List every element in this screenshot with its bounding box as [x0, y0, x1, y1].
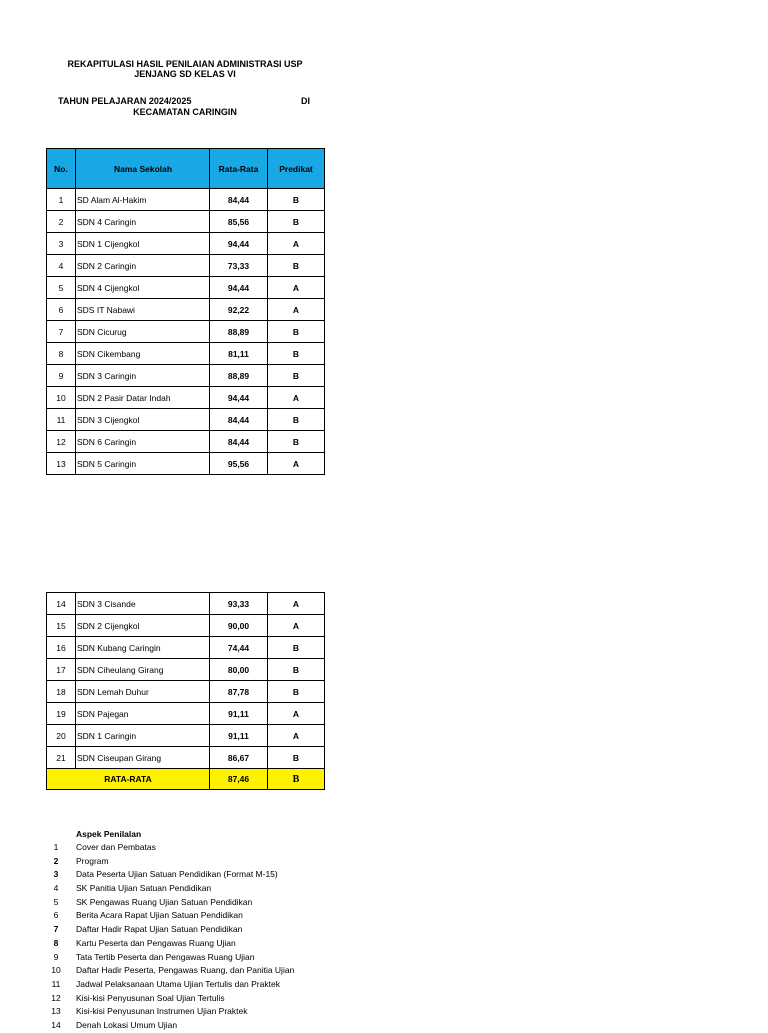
report-year: TAHUN PELAJARAN 2024/2025	[58, 96, 192, 106]
row-number: 5	[47, 277, 76, 299]
aspect-text: Berita Acara Rapat Ujian Satuan Pendidikan	[76, 910, 243, 921]
school-name: SDN Lemah Duhur	[76, 681, 210, 703]
aspect-text: Program	[76, 855, 109, 866]
table-row	[47, 409, 325, 431]
average-score: 84,44	[210, 409, 268, 431]
school-name: SDN 3 Caringin	[76, 365, 210, 387]
school-name: SDN 2 Cijengkol	[76, 615, 210, 637]
row-number: 12	[47, 431, 76, 453]
average-score: 91,11	[210, 703, 268, 725]
aspects-title: Aspek Penilalan	[76, 829, 142, 839]
grade: B	[268, 637, 325, 659]
grade: A	[268, 725, 325, 747]
aspect-number: 3	[53, 869, 59, 880]
grade: B	[268, 681, 325, 703]
summary-grade: B	[268, 769, 325, 790]
school-name: SDN 6 Caringin	[76, 431, 210, 453]
aspect-item	[46, 1019, 294, 1033]
aspect-item	[46, 937, 294, 951]
grade: A	[268, 453, 325, 475]
table-row	[47, 299, 325, 321]
aspect-number: 13	[51, 1006, 61, 1017]
header-average: Rata-Rata	[210, 149, 268, 189]
row-number: 9	[47, 365, 76, 387]
row-number: 16	[47, 637, 76, 659]
aspect-text: Daftar Hadir Rapat Ujian Satuan Pendidikan	[76, 924, 243, 935]
grade: A	[268, 615, 325, 637]
school-name: SDN Ciseupan Girang	[76, 747, 210, 769]
aspect-number: 2	[53, 855, 59, 866]
aspect-item	[46, 855, 294, 869]
row-number: 21	[47, 747, 76, 769]
average-score: 87,78	[210, 681, 268, 703]
grade: B	[268, 409, 325, 431]
school-table-part1	[46, 148, 325, 475]
aspect-text: Denah Lokasi Umum Ujian	[76, 1019, 178, 1030]
aspect-text: Cover dan Pembatas	[76, 842, 156, 852]
grade: A	[268, 703, 325, 725]
table-row	[47, 277, 325, 299]
average-summary-row	[47, 769, 325, 790]
row-number: 6	[47, 299, 76, 321]
average-score: 88,89	[210, 365, 268, 387]
aspect-number: 11	[51, 978, 61, 989]
table-row	[47, 365, 325, 387]
table-header-row	[47, 149, 325, 189]
school-name: SDN Ciheulang Girang	[76, 659, 210, 681]
aspect-text: SK Panitia Ujian Satuan Pendidikan	[76, 883, 212, 894]
aspect-text: Kisi-kisi Penyusunan Soal Ujian Tertulis	[76, 992, 225, 1003]
aspect-number: 8	[53, 937, 59, 948]
aspect-number: 12	[51, 992, 61, 1003]
table-row	[47, 343, 325, 365]
average-score: 94,44	[210, 277, 268, 299]
summary-label: RATA-RATA	[47, 769, 210, 790]
row-number: 14	[47, 593, 76, 615]
average-score: 88,89	[210, 321, 268, 343]
report-title-line1: REKAPITULASI HASIL PENILAIAN ADMINISTRASI USP	[67, 59, 303, 69]
header-school-name: Nama Sekolah	[76, 149, 210, 189]
aspect-item	[46, 882, 294, 896]
row-number: 17	[47, 659, 76, 681]
average-score: 91,11	[210, 725, 268, 747]
school-name: SDN Pajegan	[76, 703, 210, 725]
header-grade: Predikat	[268, 149, 325, 189]
grade: B	[268, 189, 325, 211]
table-row	[47, 321, 325, 343]
average-score: 90,00	[210, 615, 268, 637]
school-name: SDN 2 Pasir Datar Indah	[76, 387, 210, 409]
average-score: 80,00	[210, 659, 268, 681]
school-name: SDN Cikembang	[76, 343, 210, 365]
grade: B	[268, 659, 325, 681]
aspect-number: 6	[53, 910, 59, 921]
report-district: KECAMATAN CARINGIN	[133, 107, 237, 117]
table-row	[47, 431, 325, 453]
row-number: 8	[47, 343, 76, 365]
aspect-number: 14	[51, 1019, 61, 1030]
grade: B	[268, 747, 325, 769]
table-row	[47, 189, 325, 211]
table-row	[47, 659, 325, 681]
row-number: 11	[47, 409, 76, 431]
table-row	[47, 211, 325, 233]
aspect-item	[46, 951, 294, 965]
row-number: 15	[47, 615, 76, 637]
aspect-number: 5	[53, 896, 59, 907]
row-number: 10	[47, 387, 76, 409]
table-row	[47, 255, 325, 277]
report-title-line2: JENJANG SD KELAS VI	[134, 69, 236, 79]
report-di: DI	[301, 96, 310, 106]
school-name: SD Alam Al-Hakim	[76, 189, 210, 211]
grade: A	[268, 277, 325, 299]
grade: B	[268, 431, 325, 453]
row-number: 13	[47, 453, 76, 475]
aspect-item	[46, 1005, 294, 1019]
school-name: SDN 1 Caringin	[76, 725, 210, 747]
row-number: 20	[47, 725, 76, 747]
row-number: 19	[47, 703, 76, 725]
average-score: 94,44	[210, 387, 268, 409]
aspect-item	[46, 868, 294, 882]
aspect-text: Kisi-kisi Penyusunan Instrumen Ujian Praktek	[76, 1006, 248, 1017]
table-row	[47, 233, 325, 255]
table-row	[47, 747, 325, 769]
average-score: 93,33	[210, 593, 268, 615]
average-score: 81,11	[210, 343, 268, 365]
school-name: SDN 1 Cijengkol	[76, 233, 210, 255]
aspect-number: 4	[53, 883, 59, 894]
grade: B	[268, 255, 325, 277]
grade: A	[268, 299, 325, 321]
row-number: 4	[47, 255, 76, 277]
school-name: SDN 4 Cijengkol	[76, 277, 210, 299]
grade: B	[268, 365, 325, 387]
aspect-item	[46, 923, 294, 937]
row-number: 3	[47, 233, 76, 255]
table-row	[47, 453, 325, 475]
grade: B	[268, 211, 325, 233]
table-row	[47, 637, 325, 659]
grade: B	[268, 321, 325, 343]
aspect-text: SK Pengawas Ruang Ujian Satuan Pendidikan	[76, 896, 253, 907]
average-score: 74,44	[210, 637, 268, 659]
school-name: SDN 3 Cijengkol	[76, 409, 210, 431]
aspect-text: Kartu Peserta dan Pengawas Ruang Ujian	[76, 937, 236, 948]
table-row	[47, 703, 325, 725]
grade: A	[268, 387, 325, 409]
aspect-text: Jadwal Pelaksanaan Utama Ujian Tertulis dan Praktek	[76, 978, 280, 989]
row-number: 1	[47, 189, 76, 211]
aspect-item	[46, 841, 294, 855]
aspect-number: 7	[53, 924, 59, 935]
average-score: 73,33	[210, 255, 268, 277]
aspects-list	[46, 841, 294, 1033]
aspect-text: Data Peserta Ujian Satuan Pendidikan (Format M-15)	[76, 869, 278, 880]
school-name: SDN 2 Caringin	[76, 255, 210, 277]
assessment-aspects	[46, 827, 294, 1033]
school-name: SDS IT Nabawi	[76, 299, 210, 321]
grade: A	[268, 593, 325, 615]
summary-average: 87,46	[210, 769, 268, 790]
row-number: 7	[47, 321, 76, 343]
school-name: SDN Kubang Caringin	[76, 637, 210, 659]
aspect-number: 10	[51, 965, 61, 976]
average-score: 94,44	[210, 233, 268, 255]
grade: A	[268, 233, 325, 255]
average-score: 84,44	[210, 189, 268, 211]
average-score: 85,56	[210, 211, 268, 233]
table-row	[47, 681, 325, 703]
average-score: 95,56	[210, 453, 268, 475]
row-number: 2	[47, 211, 76, 233]
table-row	[47, 593, 325, 615]
aspect-text: Daftar Hadir Peserta, Pengawas Ruang, dan Panitia Ujian	[76, 965, 295, 976]
average-score: 92,22	[210, 299, 268, 321]
aspect-item	[46, 896, 294, 910]
row-number: 18	[47, 681, 76, 703]
aspect-number: 9	[53, 951, 59, 962]
average-score: 86,67	[210, 747, 268, 769]
aspect-item	[46, 978, 294, 992]
school-table-part2	[46, 592, 325, 790]
aspect-item	[46, 909, 294, 923]
table-row	[47, 387, 325, 409]
aspect-number: 1	[53, 842, 59, 852]
school-name: SDN 3 Cisande	[76, 593, 210, 615]
school-name: SDN 5 Caringin	[76, 453, 210, 475]
header-no: No.	[47, 149, 76, 189]
grade: B	[268, 343, 325, 365]
average-score: 84,44	[210, 431, 268, 453]
table-row	[47, 725, 325, 747]
aspect-item	[46, 964, 294, 978]
school-name: SDN Cicurug	[76, 321, 210, 343]
aspect-text: Tata Tertib Peserta dan Pengawas Ruang Ujian	[76, 951, 255, 962]
aspect-item	[46, 992, 294, 1006]
table-row	[47, 615, 325, 637]
school-name: SDN 4 Caringin	[76, 211, 210, 233]
